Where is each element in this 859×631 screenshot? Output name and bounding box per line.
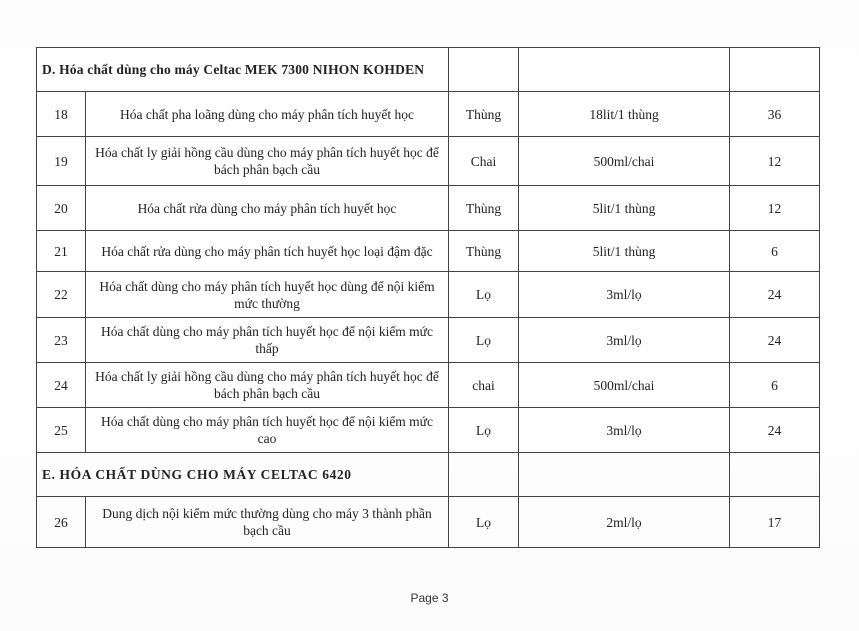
row-stt: 26: [37, 497, 86, 548]
row-qty: 24: [730, 408, 820, 453]
row-stt: 19: [37, 137, 86, 186]
row-unit: Thùng: [449, 231, 519, 272]
row-unit: Thùng: [449, 92, 519, 137]
section-empty-cell: [730, 453, 820, 497]
row-qty: 24: [730, 272, 820, 318]
row-unit: Lọ: [449, 272, 519, 318]
row-qty: 12: [730, 186, 820, 231]
table-row: [37, 92, 820, 137]
row-unit: Thùng: [449, 186, 519, 231]
row-stt: 20: [37, 186, 86, 231]
row-stt: 23: [37, 318, 86, 363]
section-header-row: [37, 453, 820, 497]
row-stt: 24: [37, 363, 86, 408]
stamp-fragment: [290, 621, 400, 631]
section-empty-cell: [449, 48, 519, 92]
row-spec: 3ml/lọ: [519, 408, 730, 453]
row-qty: 12: [730, 137, 820, 186]
table-row: [37, 318, 820, 363]
row-qty: 6: [730, 363, 820, 408]
row-qty: 36: [730, 92, 820, 137]
section-empty-cell: [730, 48, 820, 92]
row-qty: 17: [730, 497, 820, 548]
section-header-row: [37, 48, 820, 92]
table-row: [37, 231, 820, 272]
row-qty: 24: [730, 318, 820, 363]
section-empty-cell: [449, 453, 519, 497]
row-name: Hóa chất ly giải hồng cầu dùng cho máy phân tích huyết học để bách phân bạch cầu: [86, 137, 449, 186]
row-stt: 25: [37, 408, 86, 453]
row-name: Hóa chất ly giải hồng cầu dùng cho máy phân tích huyết học để bách phân bạch cầu: [86, 363, 449, 408]
table-row: [37, 408, 820, 453]
row-name: Hóa chất rửa dùng cho máy phân tích huyết học: [86, 186, 449, 231]
table-row: [37, 137, 820, 186]
chemical-supply-table: [36, 47, 820, 548]
row-spec: 500ml/chai: [519, 137, 730, 186]
row-unit: Lọ: [449, 318, 519, 363]
section-empty-cell: [519, 453, 730, 497]
row-spec: 3ml/lọ: [519, 318, 730, 363]
row-name: Hóa chất rửa dùng cho máy phân tích huyết học loại đậm đặc: [86, 231, 449, 272]
section-title: E. HÓA CHẤT DÙNG CHO MÁY CELTAC 6420: [37, 453, 449, 497]
table-row: [37, 497, 820, 548]
row-unit: Lọ: [449, 408, 519, 453]
row-stt: 21: [37, 231, 86, 272]
row-qty: 6: [730, 231, 820, 272]
row-unit: Chai: [449, 137, 519, 186]
section-title: D. Hóa chất dùng cho máy Celtac MEK 7300 NIHON KOHDEN: [37, 48, 449, 92]
row-spec: 5lit/1 thùng: [519, 231, 730, 272]
table-row: [37, 272, 820, 318]
row-spec: 2ml/lọ: [519, 497, 730, 548]
table-row: [37, 186, 820, 231]
row-name: Hóa chất dùng cho máy phân tích huyết học để nội kiểm mức thấp: [86, 318, 449, 363]
row-spec: 500ml/chai: [519, 363, 730, 408]
table-row: [37, 363, 820, 408]
row-name: Hóa chất dùng cho máy phân tích huyết học dùng để nội kiểm mức thường: [86, 272, 449, 318]
row-spec: 5lit/1 thùng: [519, 186, 730, 231]
row-name: Hóa chất dùng cho máy phân tích huyết học để nội kiểm mức cao: [86, 408, 449, 453]
row-name: Dung dịch nội kiểm mức thường dùng cho máy 3 thành phần bạch cầu: [86, 497, 449, 548]
row-name: Hóa chất pha loãng dùng cho máy phân tích huyết học: [86, 92, 449, 137]
row-unit: chai: [449, 363, 519, 408]
row-stt: 22: [37, 272, 86, 318]
page-number: Page 3: [410, 591, 449, 605]
row-spec: 18lit/1 thùng: [519, 92, 730, 137]
row-stt: 18: [37, 92, 86, 137]
row-unit: Lọ: [449, 497, 519, 548]
row-spec: 3ml/lọ: [519, 272, 730, 318]
section-empty-cell: [519, 48, 730, 92]
